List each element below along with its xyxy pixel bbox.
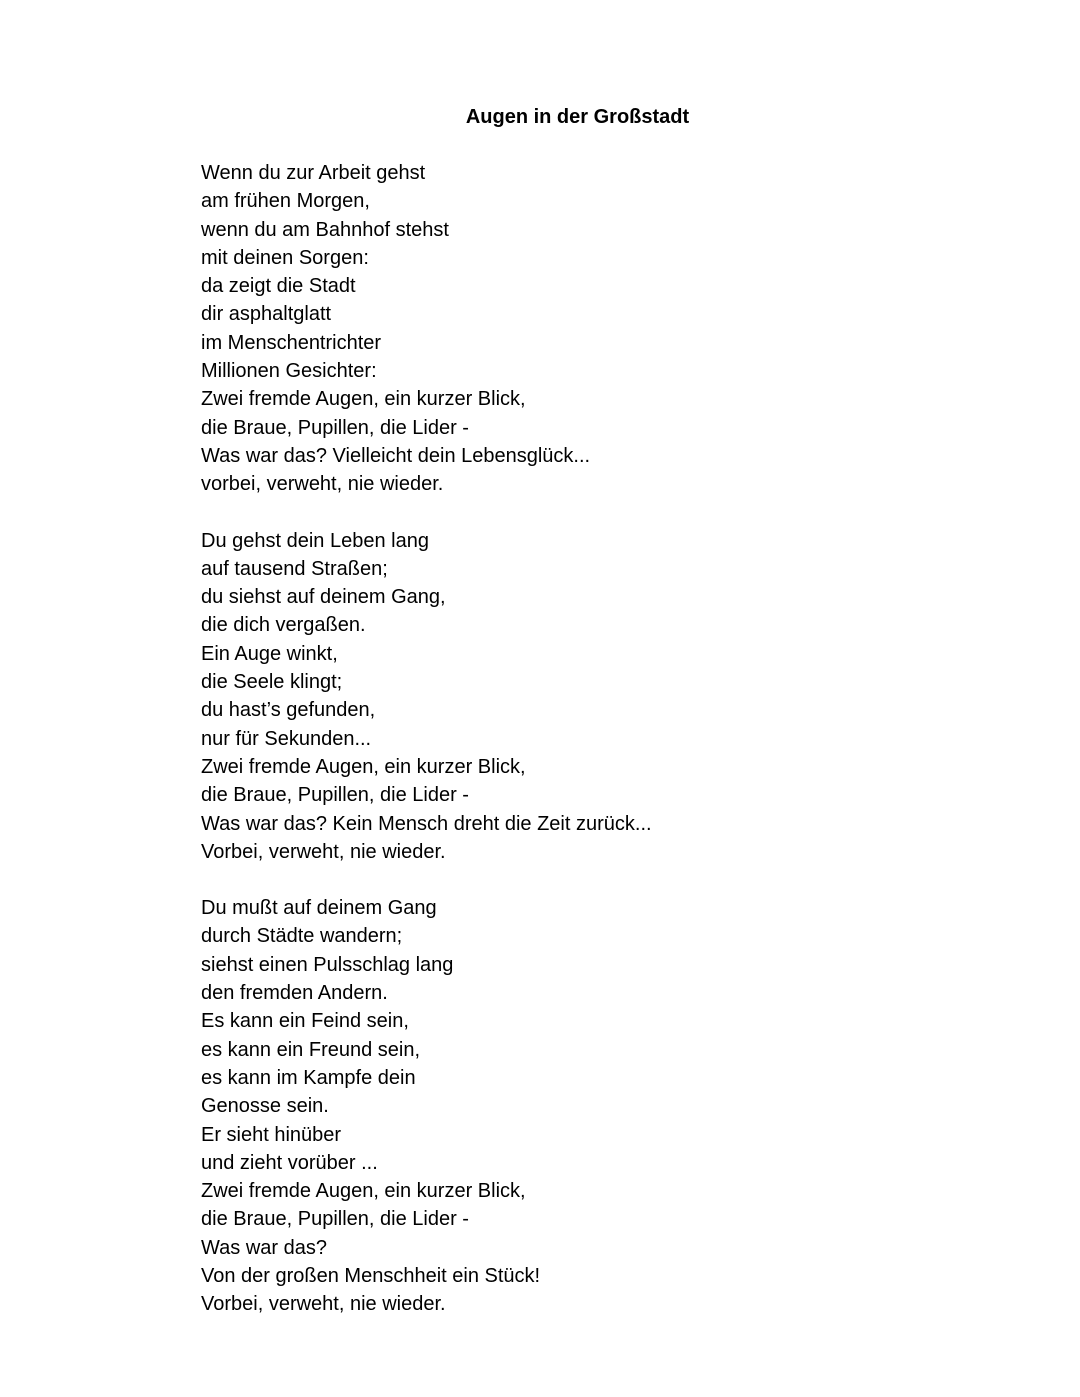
poem-line: Genosse sein. (201, 1095, 329, 1118)
poem-line: auf tausend Straßen; (201, 557, 388, 580)
poem-line: Du gehst dein Leben lang (201, 529, 429, 552)
poem-line: Vorbei, verweht, nie wieder. (201, 1293, 446, 1316)
poem-line: Millionen Gesichter: (201, 360, 377, 383)
stanza-3 (201, 894, 1021, 1318)
poem-line: dir asphaltglatt (201, 303, 332, 326)
poem-line: Ein Auge winkt, (201, 642, 338, 665)
poem-line: es kann ein Freund sein, (201, 1038, 421, 1061)
poem-line: Er sieht hinüber (201, 1123, 342, 1146)
poem-line: Vorbei, verweht, nie wieder. (201, 840, 446, 863)
poem-line: im Menschentrichter (201, 331, 382, 354)
poem-line: Zwei fremde Augen, ein kurzer Blick, (201, 388, 526, 411)
stanza-1 (201, 159, 1021, 499)
poem-line: da zeigt die Stadt (201, 275, 356, 298)
poem-line: Was war das? (201, 1236, 327, 1259)
poem-body (201, 159, 1021, 1347)
poem-line: du siehst auf deinem Gang, (201, 586, 446, 609)
poem-line: du hast’s gefunden, (201, 699, 376, 722)
poem-line: am frühen Morgen, (201, 190, 370, 213)
poem-line: die Seele klingt; (201, 671, 343, 694)
poem-line: mit deinen Sorgen: (201, 246, 369, 269)
stanza-2 (201, 527, 1021, 867)
poem-line: Es kann ein Feind sein, (201, 1010, 409, 1033)
poem-line: die dich vergaßen. (201, 614, 366, 637)
poem-line: Was war das? Kein Mensch dreht die Zeit zurück... (201, 812, 652, 835)
poem-line: und zieht vorüber ... (201, 1151, 378, 1174)
poem-title: Augen in der Großstadt (465, 106, 690, 128)
poem-line: Zwei fremde Augen, ein kurzer Blick, (201, 1180, 526, 1203)
poem-line: Was war das? Vielleicht dein Lebensglück... (201, 444, 591, 467)
poem-line: wenn du am Bahnhof stehst (201, 218, 449, 241)
poem-line: die Braue, Pupillen, die Lider - (201, 416, 469, 439)
poem-line: Von der großen Menschheit ein Stück! (201, 1264, 541, 1287)
poem-line: nur für Sekunden... (201, 727, 372, 750)
poem-line: Wenn du zur Arbeit gehst (201, 162, 426, 184)
poem-line: die Braue, Pupillen, die Lider - (201, 784, 469, 807)
poem-line: es kann im Kampfe dein (201, 1066, 416, 1089)
poem-line: den fremden Andern. (201, 982, 388, 1005)
poem-line: durch Städte wandern; (201, 925, 403, 948)
poem-line: vorbei, verweht, nie wieder. (201, 473, 444, 496)
poem-line: siehst einen Pulsschlag lang (201, 953, 454, 976)
poem-line: Du mußt auf deinem Gang (201, 897, 437, 920)
poem-line: die Braue, Pupillen, die Lider - (201, 1208, 469, 1231)
poem-line: Zwei fremde Augen, ein kurzer Blick, (201, 755, 526, 778)
